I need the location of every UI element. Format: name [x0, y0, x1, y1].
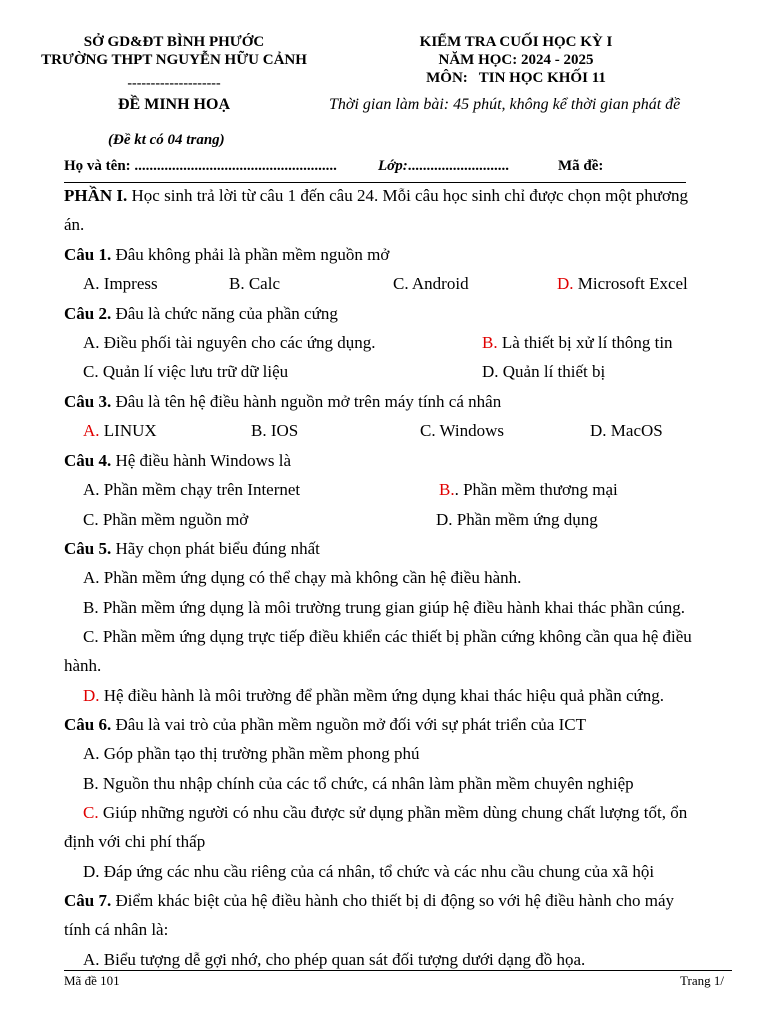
option-3d — [590, 421, 663, 441]
option-text: Phần mềm chạy trên Internet — [99, 480, 301, 499]
option-4b — [439, 480, 618, 500]
option-3c — [420, 421, 504, 441]
option-key: C. — [420, 421, 436, 440]
part1-text-cont: án. — [64, 215, 85, 234]
footer-divider — [64, 970, 732, 971]
option-key: B. — [229, 274, 245, 293]
option-6a — [83, 744, 419, 764]
question-label: Câu 5. — [64, 539, 112, 558]
option-text: Góp phần tạo thị trường phần mềm phong phú — [99, 744, 420, 763]
option-text: Windows — [435, 421, 505, 440]
name-label: Họ và tên: — [64, 158, 131, 174]
option-key: C. — [83, 362, 99, 381]
question-text: Đâu là tên hệ điều hành nguồn mở trên máy tính cá nhân — [111, 392, 502, 411]
option-key: B. — [251, 421, 267, 440]
option-text: Phần mềm ứng dụng trực tiếp điều khiển các thiết bị phần cứng không cần qua hệ điều — [98, 627, 692, 646]
answer-mark: C. — [83, 803, 99, 822]
option-text: Phần mềm nguồn mở — [98, 510, 249, 529]
option-text: Impress — [99, 274, 158, 293]
part1-text: Học sinh trả lời từ câu 1 đến câu 24. Mỗi câu học sinh chỉ được chọn một phương — [127, 186, 688, 205]
question-text: Đâu là chức năng của phần cứng — [111, 304, 338, 323]
option-key: D. — [590, 421, 607, 440]
option-key: D. — [482, 362, 499, 381]
option-text: Phần mềm ứng dụng có thể chạy mà không cần hệ điều hành. — [99, 568, 522, 587]
option-text: Nguồn thu nhập chính của các tổ chức, cá nhân làm phần mềm chuyên nghiệp — [98, 774, 634, 793]
school-name: TRƯỜNG THPT NGUYỄN HỮU CẢNH — [41, 52, 307, 68]
option-text: Hệ điều hành là môi trường để phần mềm ứng dụng khai thác hiệu quả phần cứng. — [99, 686, 664, 705]
option-6c — [83, 803, 687, 823]
option-text: Là thiết bị xử lí thông tin — [497, 333, 673, 352]
option-key: A. — [83, 480, 100, 499]
option-5d — [83, 686, 664, 706]
option-text: Phần mềm ứng dụng — [452, 510, 598, 529]
option-6d — [83, 862, 654, 882]
option-key: A. — [83, 950, 100, 969]
question-4 — [64, 451, 291, 471]
question-text: Đâu không phải là phần mềm nguồn mở — [111, 245, 390, 264]
option-text: Quản lí việc lưu trữ dữ liệu — [98, 362, 289, 381]
option-2d — [482, 362, 605, 382]
question-text: Hãy chọn phát biểu đúng nhất — [111, 539, 320, 558]
class-field: ........................... — [407, 158, 509, 174]
option-key: A. — [83, 333, 100, 352]
option-text: MacOS — [606, 421, 663, 440]
option-4c — [83, 510, 248, 530]
answer-mark: D. — [557, 274, 574, 293]
option-text: Calc — [244, 274, 280, 293]
option-1d — [557, 274, 688, 294]
part1-label: PHẦN I. — [64, 186, 128, 205]
option-key: B. — [83, 598, 99, 617]
answer-mark: D. — [83, 686, 100, 705]
class-row — [378, 158, 509, 175]
question-label: Câu 3. — [64, 392, 112, 411]
question-label: Câu 2. — [64, 304, 112, 323]
exam-code-label: Mã đề: — [558, 158, 604, 174]
option-1b — [229, 274, 280, 294]
answer-mark: B. — [439, 480, 455, 499]
option-text: LINUX — [99, 421, 157, 440]
option-text: Quản lí thiết bị — [498, 362, 606, 381]
option-text: Microsoft Excel — [573, 274, 688, 293]
option-key: A. — [83, 744, 100, 763]
option-5a — [83, 568, 521, 588]
question-1 — [64, 245, 389, 265]
header-dashes: -------------------- — [127, 76, 221, 91]
exam-type-title: ĐỀ MINH HOẠ — [118, 96, 230, 113]
option-3b — [251, 421, 298, 441]
option-text: IOS — [266, 421, 299, 440]
option-text: Android — [408, 274, 469, 293]
option-text: Biểu tượng dễ gợi nhớ, cho phép quan sát đối tượng dưới dạng đồ họa. — [99, 950, 586, 969]
option-4a — [83, 480, 300, 500]
option-key: A. — [83, 568, 100, 587]
option-key: C. — [83, 627, 99, 646]
option-text: Điều phối tài nguyên cho các ứng dụng. — [99, 333, 376, 352]
question-5 — [64, 539, 320, 559]
option-key: C. — [83, 510, 99, 529]
question-text: Hệ điều hành Windows là — [111, 451, 292, 470]
answer-mark: B. — [482, 333, 498, 352]
option-text: Đáp ứng các nhu cầu riêng của cá nhân, tổ chức và các nhu cầu chung của xã hội — [99, 862, 655, 881]
option-2c — [83, 362, 288, 382]
subject: MÔN: TIN HỌC KHỐI 11 — [426, 70, 606, 86]
option-text: Giúp những người có nhu cầu được sử dụng phần mềm dùng chung chất lượng tốt, ổn — [98, 803, 688, 822]
option-3a — [83, 421, 157, 441]
question-7-cont: tính cá nhân là: — [64, 920, 169, 939]
option-6b — [83, 774, 634, 794]
option-text: . Phần mềm thương mại — [454, 480, 618, 499]
part1-instruction — [64, 186, 688, 206]
option-5c-cont: hành. — [64, 656, 102, 675]
answer-mark: A. — [83, 421, 100, 440]
question-7 — [64, 891, 674, 911]
question-label: Câu 1. — [64, 245, 112, 264]
footer-exam-code: Mã đề 101 — [64, 973, 120, 988]
option-6c-cont: định với chi phí thấp — [64, 832, 206, 851]
header-divider — [64, 182, 686, 183]
question-text: Điểm khác biệt của hệ điều hành cho thiết bị di động so với hệ điều hành cho máy — [111, 891, 674, 910]
option-text: Phần mềm ứng dụng là môi trường trung gian giúp hệ điều hành khai thác phần cúng. — [98, 598, 686, 617]
option-1a — [83, 274, 158, 294]
question-label: Câu 6. — [64, 715, 112, 734]
option-7a — [83, 950, 585, 970]
name-field: ...................................................... — [130, 158, 337, 174]
option-5b — [83, 598, 685, 618]
question-label: Câu 4. — [64, 451, 112, 470]
question-3 — [64, 392, 501, 412]
option-4d — [436, 510, 598, 530]
footer-page-number: Trang 1/ — [680, 973, 724, 988]
school-year: NĂM HỌC: 2024 - 2025 — [438, 52, 594, 68]
question-2 — [64, 304, 338, 324]
question-6 — [64, 715, 586, 735]
department-name: SỞ GD&ĐT BÌNH PHƯỚC — [83, 34, 265, 50]
option-key: B. — [83, 774, 99, 793]
class-label: Lớp: — [378, 158, 408, 174]
question-text: Đâu là vai trò của phần mềm nguồn mở đối với sự phát triển của ICT — [111, 715, 586, 734]
option-2b — [482, 333, 673, 353]
option-key: D. — [83, 862, 100, 881]
option-1c — [393, 274, 469, 294]
question-label: Câu 7. — [64, 891, 112, 910]
page-count-note: (Đề kt có 04 trang) — [108, 132, 225, 148]
time-note: Thời gian làm bài: 45 phút, không kể thời gian phát đề — [329, 96, 681, 113]
option-key: D. — [436, 510, 453, 529]
option-key: C. — [393, 274, 409, 293]
option-5c — [83, 627, 692, 647]
option-key: A. — [83, 274, 100, 293]
option-2a — [83, 333, 375, 353]
exam-title: KIỂM TRA CUỐI HỌC KỲ I — [419, 34, 613, 50]
student-info-row — [64, 158, 337, 175]
